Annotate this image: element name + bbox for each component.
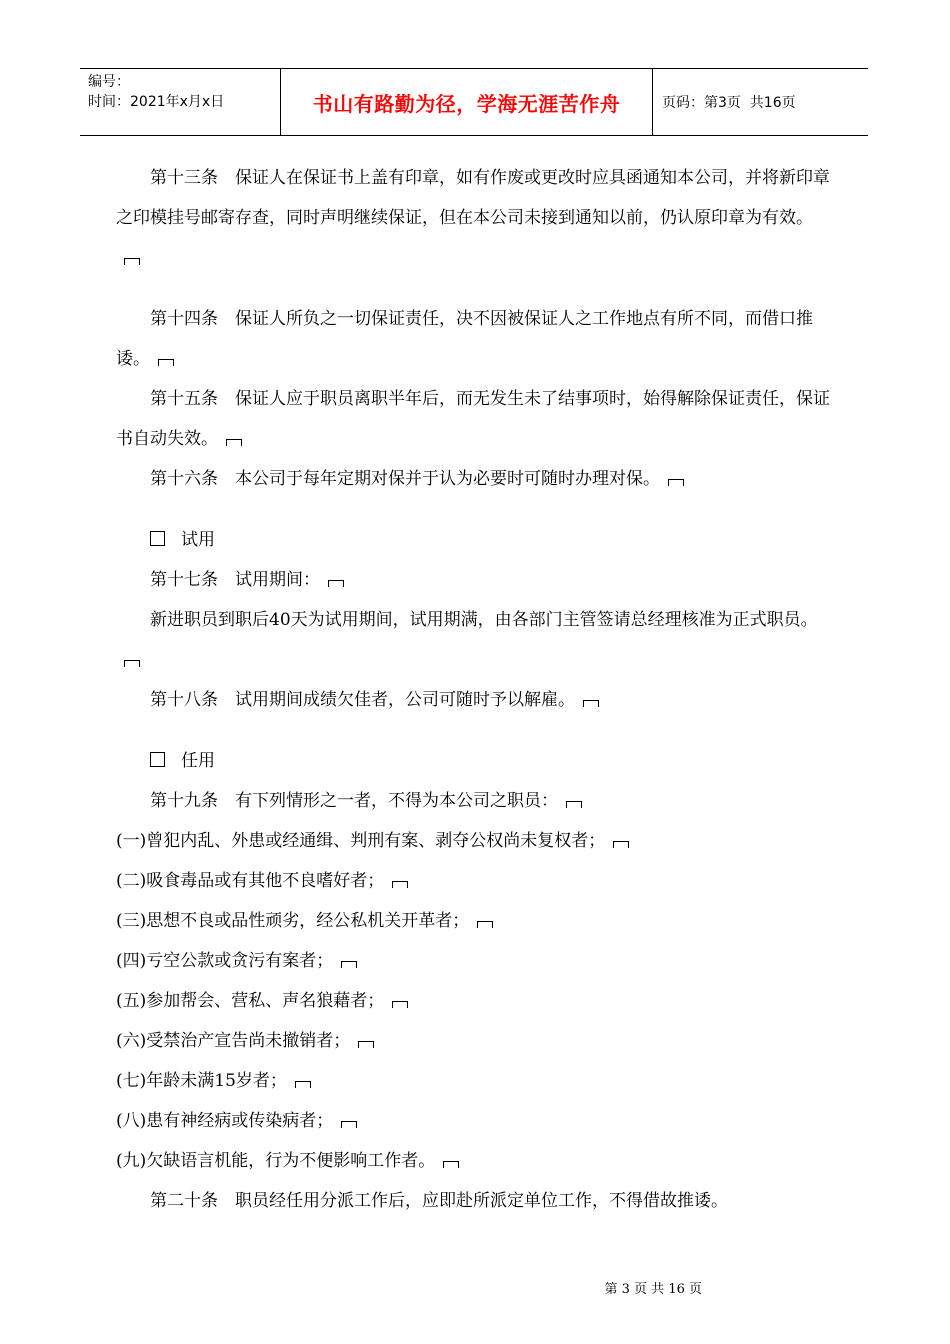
paragraph (116, 299, 836, 379)
paragraph (116, 861, 836, 901)
paragraph-text: (六)受禁治产宣告尚未撤销者； (116, 1031, 351, 1051)
paragraph-mark-icon (295, 1081, 311, 1088)
paragraph-text: 第十六条 本公司于每年定期对保并于认为必要时可随时办理对保。 (150, 469, 660, 489)
paragraph (116, 981, 836, 1021)
paragraph-text: (八)患有神经病或传染病者； (116, 1111, 334, 1131)
paragraph (116, 1101, 836, 1141)
paragraph (116, 459, 836, 499)
paragraph-text: (一)曾犯内乱、外患或经通缉、判刑有案、剥夺公权尚未复权者； (116, 831, 606, 851)
paragraph (116, 1141, 836, 1181)
paragraph (116, 1181, 836, 1221)
paragraph-text: 任用 (181, 751, 215, 771)
paragraph-mark-icon (124, 660, 140, 667)
paragraph (116, 680, 836, 720)
paragraph (116, 379, 836, 459)
paragraph (116, 941, 836, 981)
paragraph-mark-icon (613, 841, 629, 848)
paragraph (116, 901, 836, 941)
page-footer (0, 1278, 950, 1297)
paragraph-text: 新进职员到职后40天为试用期间，试用期满，由各部门主管签请总经理核准为正式职员。 (150, 610, 818, 630)
paragraph-text: (三)思想不良或品性顽劣，经公私机关开革者； (116, 911, 470, 931)
paragraph (116, 560, 836, 600)
header-motto: 书山有路勤为径，学海无涯苦作舟 (281, 69, 653, 135)
paragraph (116, 600, 836, 680)
paragraph-text: 第十四条 保证人所负之一切保证责任，决不因被保证人之工作地点有所不同，而借口推诿。 (116, 309, 813, 369)
paragraph (116, 781, 836, 821)
paragraph-mark-icon (668, 479, 684, 486)
paragraph-mark-icon (566, 801, 582, 808)
paragraph-text: (七)年龄未满15岁者； (116, 1071, 287, 1091)
header-page-info-cell (653, 69, 868, 135)
checkbox-square-icon (150, 752, 165, 767)
paragraph-text: 试用 (181, 530, 215, 550)
header-info-cell (80, 69, 281, 135)
paragraph-mark-icon (477, 921, 493, 928)
paragraph-text: 第二十条 职员经任用分派工作后，应即赴所派定单位工作，不得借故推诿。 (150, 1191, 728, 1211)
paragraph-mark-icon (392, 1001, 408, 1008)
document-body (116, 158, 836, 1221)
document-number-label: 编号： (88, 74, 130, 90)
paragraph-text: 第十三条 保证人在保证书上盖有印章，如有作废或更改时应具函通知本公司，并将新印章之印模挂号邮寄存查，同时声明继续保证，但在本公司未接到通知以前，仍认原印章为有效。 (116, 168, 830, 228)
footer-page-number: 第 3 页 共 16 页 (604, 1282, 702, 1297)
section-heading (116, 520, 836, 560)
checkbox-square-icon (150, 531, 165, 546)
paragraph-text: 第十七条 试用期间： (150, 570, 320, 590)
paragraph (116, 158, 836, 278)
paragraph-mark-icon (328, 580, 344, 587)
paragraph-text: (五)参加帮会、营私、声名狼藉者； (116, 991, 385, 1011)
paragraph-text: 第十八条 试用期间成绩欠佳者，公司可随时予以解雇。 (150, 690, 575, 710)
paragraph (116, 821, 836, 861)
paragraph-text: (二)吸食毒品或有其他不良嗜好者； (116, 871, 385, 891)
paragraph-mark-icon (583, 700, 599, 707)
paragraph-text: 第十五条 保证人应于职员离职半年后，而无发生未了结事项时，始得解除保证责任，保证书自动失效。 (116, 389, 830, 449)
header-page-info: 页码：第3页 共16页 (662, 95, 796, 111)
paragraph-mark-icon (158, 359, 174, 366)
paragraph (116, 1061, 836, 1101)
section-heading (116, 741, 836, 781)
paragraph-mark-icon (124, 258, 140, 265)
paragraph-text: 第十九条 有下列情形之一者，不得为本公司之职员： (150, 791, 558, 811)
paragraph-text: (九)欠缺语言机能，行为不便影响工作者。 (116, 1151, 436, 1171)
paragraph-mark-icon (341, 961, 357, 968)
paragraph-mark-icon (226, 439, 242, 446)
paragraph-mark-icon (392, 881, 408, 888)
document-header (80, 68, 868, 136)
paragraph-mark-icon (341, 1121, 357, 1128)
document-time-label: 时间：2021年x月x日 (88, 94, 225, 110)
paragraph (116, 1021, 836, 1061)
paragraph-text: (四)亏空公款或贪污有案者； (116, 951, 334, 971)
paragraph-mark-icon (358, 1041, 374, 1048)
paragraph-mark-icon (443, 1161, 459, 1168)
